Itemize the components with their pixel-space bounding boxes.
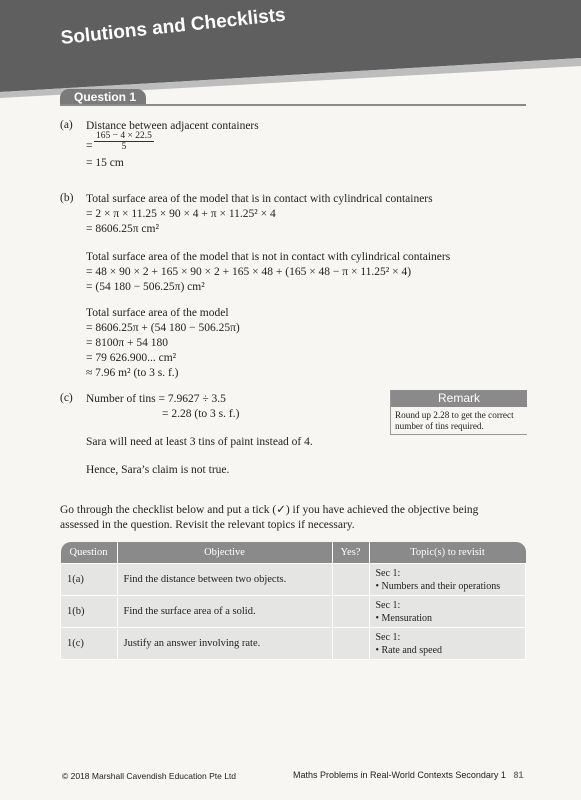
part-a-fraction	[94, 131, 154, 152]
topic-cell	[369, 596, 526, 628]
part-b-label: (b)	[60, 192, 74, 204]
tick-cell[interactable]	[332, 628, 369, 660]
column-header: Yes?	[332, 542, 369, 564]
checklist-intro-line: Go through the checklist below and put a tick (✓) if you have achieved the objective being	[60, 504, 479, 516]
question-cell: 1(c)	[61, 628, 118, 660]
topic-sec: Sec 1:	[375, 567, 401, 579]
remark-title: Remark	[391, 390, 527, 407]
topic-sec: Sec 1:	[375, 599, 401, 611]
footer-book-title	[293, 770, 523, 780]
part-c-line: Number of tins = 7.9627 ÷ 3.5	[86, 393, 226, 405]
part-b-line: = 48 × 90 × 2 + 165 × 90 × 2 + 165 × 48 + (165 × 48 − π × 11.25² × 4)	[86, 266, 412, 278]
column-header: Question	[61, 542, 118, 564]
checklist-intro-line: assessed in the question. Revisit the relevant topics if necessary.	[60, 519, 355, 531]
objective-cell: Justify an answer involving rate.	[117, 628, 332, 660]
table-row	[61, 596, 526, 628]
part-b-line: = 8100π + 54 180	[86, 337, 169, 349]
part-b-line: Total surface area of the model that is not in contact with cylindrical containers	[86, 251, 451, 263]
question-cell: 1(a)	[61, 564, 118, 596]
page-number: 81	[513, 770, 524, 780]
page-title: Solutions and Checklists	[59, 4, 287, 50]
part-b-line: ≈ 7.96 m² (to 3 s. f.)	[86, 367, 179, 379]
fraction-denominator: 5	[121, 142, 127, 152]
tick-cell[interactable]	[332, 564, 369, 596]
header-banner	[0, 0, 581, 100]
part-c-line: = 2.28 (to 3 s. f.)	[162, 408, 240, 420]
topic-sec: Sec 1:	[375, 631, 401, 643]
remark-box	[390, 390, 527, 435]
footer-book-name: Maths Problems in Real-World Contexts Secondary 1	[293, 770, 506, 780]
part-a-eq: =	[86, 140, 93, 152]
part-b-line: = (54 180 − 506.25π) cm²	[86, 281, 205, 293]
column-header: Objective	[117, 542, 332, 564]
question-cell: 1(b)	[61, 596, 118, 628]
question-divider	[60, 104, 526, 106]
part-b-line: = 8606.25π + (54 180 − 506.25π)	[86, 322, 240, 334]
fraction-numerator: 165 − 4 × 22.5	[96, 131, 152, 141]
objective-cell: Find the distance between two objects.	[117, 564, 332, 596]
remark-text: Round up 2.28 to get the correct number of tins required.	[395, 410, 514, 431]
part-a-line1: Distance between adjacent containers	[86, 120, 259, 132]
part-b-line: Total surface area of the model that is in contact with cylindrical containers	[86, 193, 433, 205]
tick-cell[interactable]	[332, 596, 369, 628]
topic-item: • Numbers and their operations	[375, 580, 501, 592]
part-c-label: (c)	[60, 392, 73, 404]
part-b-line: = 8606.25π cm²	[86, 223, 159, 235]
table-row	[61, 564, 526, 596]
part-b-line: = 2 × π × 11.25 × 90 × 4 + π × 11.25² × 4	[86, 208, 276, 220]
part-c-line: Sara will need at least 3 tins of paint instead of 4.	[86, 436, 313, 448]
part-c-line: Hence, Sara’s claim is not true.	[86, 464, 230, 476]
table-row	[61, 628, 526, 660]
part-a-line3: = 15 cm	[86, 157, 124, 169]
part-b-line: Total surface area of the model	[86, 307, 229, 319]
table-header-row	[61, 542, 526, 564]
topic-cell	[369, 628, 526, 660]
topic-cell	[369, 564, 526, 596]
topic-item: • Rate and speed	[375, 644, 443, 656]
part-a-label: (a)	[60, 119, 73, 131]
topic-item: • Mensuration	[375, 612, 433, 624]
footer-copyright: © 2018 Marshall Cavendish Education Pte Ltd	[62, 771, 237, 781]
part-b-line: = 79 626.900... cm²	[86, 352, 177, 364]
question-tab-label: Question 1	[74, 90, 137, 104]
checklist-table	[60, 542, 526, 660]
objective-cell: Find the surface area of a solid.	[117, 596, 332, 628]
column-header: Topic(s) to revisit	[369, 542, 526, 564]
